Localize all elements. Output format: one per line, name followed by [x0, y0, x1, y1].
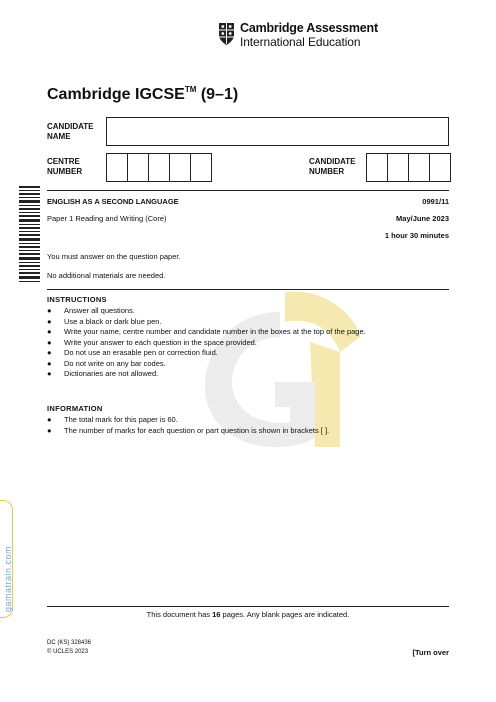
bullet-icon: ● [47, 306, 52, 315]
qualification-name: Cambridge IGCSE [47, 86, 185, 103]
divider [47, 190, 449, 191]
materials-line-1: You must answer on the question paper. [47, 252, 181, 261]
paper-title: Paper 1 Reading and Writing (Core) [47, 214, 167, 223]
list-item: ● Write your name, centre number and candidate number in the boxes at the top of the page. [47, 327, 366, 336]
instructions-heading: INSTRUCTIONS [47, 295, 107, 304]
subject-title: ENGLISH AS A SECOND LANGUAGE [47, 197, 179, 206]
list-item: ● Do not write on any bar codes. [47, 358, 166, 368]
digit-box[interactable] [149, 154, 170, 181]
digit-box[interactable] [170, 154, 191, 181]
information-heading: INFORMATION [47, 404, 103, 413]
org-name-line2: International Education [240, 35, 361, 49]
digit-box[interactable] [409, 154, 430, 181]
list-item: ● Dictionaries are not allowed. [47, 369, 159, 378]
candidate-name-label: CANDIDATE NAME [47, 122, 94, 141]
barcode-icon [19, 186, 40, 282]
bullet-icon: ● [47, 425, 52, 435]
list-item: ● The total mark for this paper is 60. [47, 415, 178, 424]
candidate-name-field[interactable] [106, 117, 449, 146]
exam-duration: 1 hour 30 minutes [384, 231, 449, 240]
list-item: ● Do not use an erasable pen or correction fluid. [47, 348, 218, 357]
digit-box[interactable] [191, 154, 211, 181]
materials-line-2: No additional materials are needed. [47, 271, 166, 280]
centre-number-label: CENTRE NUMBER [47, 157, 83, 176]
turn-over-label: [Turn over [412, 648, 449, 657]
digit-box[interactable] [107, 154, 128, 181]
list-item: ● Use a black or dark blue pen. [47, 316, 162, 326]
grade-range: (9–1) [200, 86, 239, 103]
document-reference: DC (KS) 328436 [47, 640, 92, 646]
shield-crest-icon [218, 22, 235, 46]
exam-session: May/June 2023 [396, 214, 449, 223]
org-name-line1: Cambridge Assessment [240, 21, 378, 35]
digit-box[interactable] [430, 154, 450, 181]
bullet-icon: ● [47, 358, 52, 368]
paper-code: 0991/11 [422, 197, 449, 206]
page-title [47, 85, 238, 104]
page-count: 16 [212, 610, 221, 619]
cambridge-logo [218, 20, 378, 50]
centre-number-boxes[interactable] [106, 153, 212, 182]
information-list [47, 415, 329, 436]
bullet-icon: ● [47, 337, 52, 347]
page-count-note: This document has 16 pages. Any blank pages are indicated. [146, 610, 350, 619]
candidate-number-boxes[interactable] [366, 153, 451, 182]
digit-box[interactable] [388, 154, 409, 181]
list-item: ● The number of marks for each question or part question is shown in brackets [ ]. [47, 425, 330, 435]
list-item: ● Write your answer to each question in the space provided. [47, 337, 257, 347]
side-watermark [0, 500, 22, 618]
bullet-icon: ● [47, 369, 52, 378]
trademark: TM [184, 85, 197, 94]
bullet-icon: ● [47, 316, 52, 326]
candidate-number-label: CANDIDATE NUMBER [309, 157, 356, 176]
bullet-icon: ● [47, 415, 52, 424]
divider [47, 289, 449, 290]
bullet-icon: ● [47, 348, 52, 357]
digit-box[interactable] [128, 154, 149, 181]
side-watermark-text: gamatrain.com [3, 545, 13, 612]
copyright-note: © UCLES 2023 [47, 649, 89, 655]
divider [47, 606, 449, 607]
bullet-icon: ● [47, 327, 52, 336]
list-item: ● Answer all questions. [47, 306, 135, 315]
digit-box[interactable] [367, 154, 388, 181]
instructions-list [47, 306, 366, 380]
